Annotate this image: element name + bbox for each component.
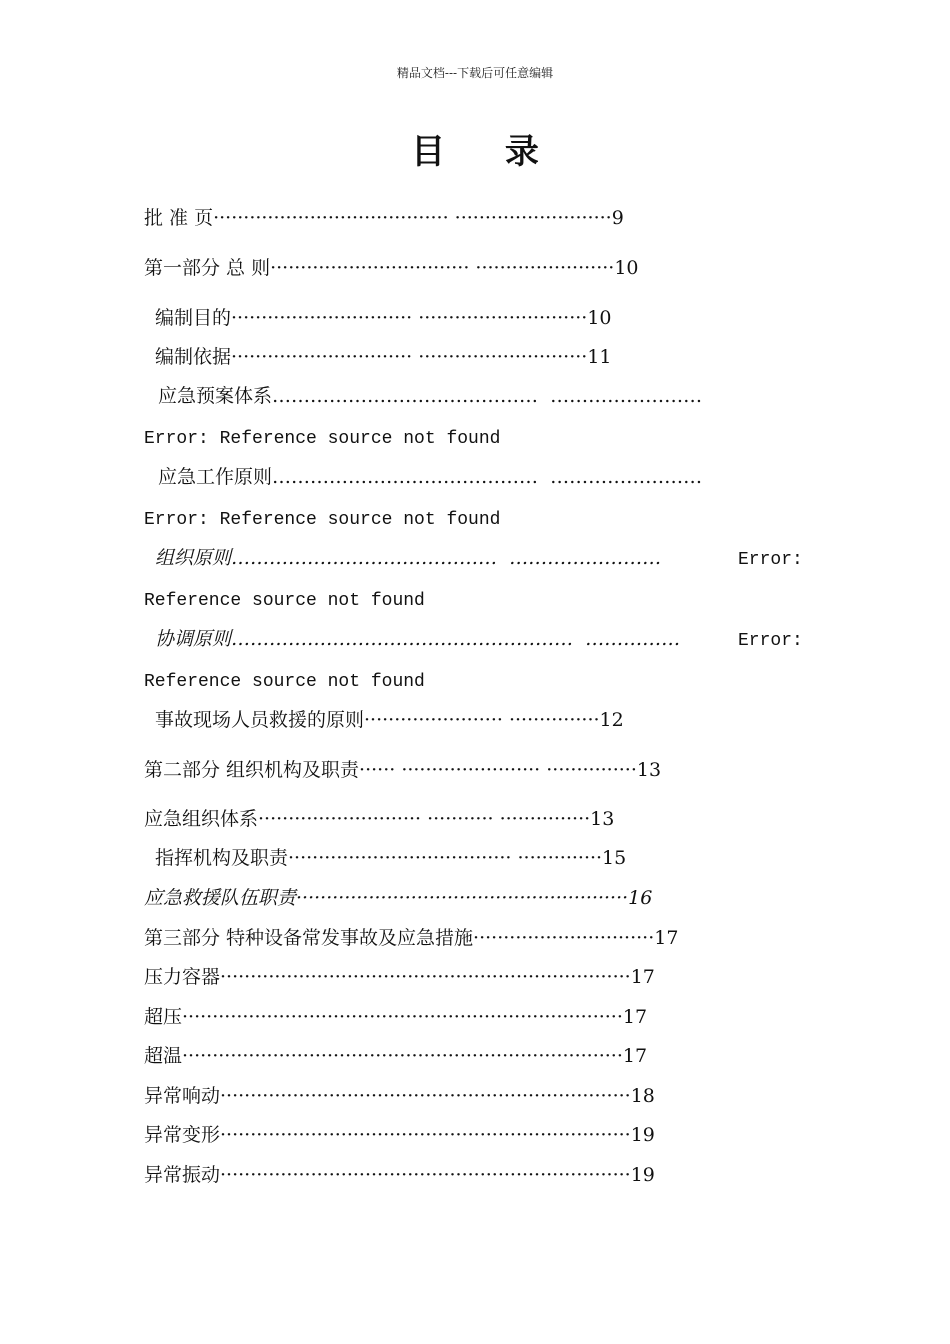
toc-entry-abnormal-vibration[interactable]: 异常振动····································································19 — [144, 1164, 655, 1186]
header-watermark: 精品文档---下载后可任意编辑 — [396, 66, 554, 80]
toc-entry-error-label: Error: — [738, 550, 803, 570]
toc-entry-rescue-principles[interactable]: 事故现场人员救援的原则······················· ···············12 — [155, 709, 624, 731]
toc-entry-error: Error: Reference source not found — [144, 510, 501, 530]
toc-entry-overtemp[interactable]: 超温·········································································17 — [144, 1045, 648, 1067]
toc-entry-part2[interactable]: 第二部分 组织机构及职责······ ······················· ···············13 — [144, 759, 662, 781]
toc-entry-work-principles[interactable]: 应急工作原则…………………………………… …………………… — [158, 466, 703, 488]
toc-entry-org-principles[interactable]: 组织原则…………………………………… …………………… — [155, 547, 662, 569]
toc-entry-part1[interactable]: 第一部分 总 则································· ·······················10 — [144, 257, 639, 279]
toc-entry-command[interactable]: 指挥机构及职责····································· ··············15 — [155, 847, 627, 869]
toc-title: 目 录 — [411, 132, 563, 172]
toc-entry-plan-system[interactable]: 应急预案体系…………………………………… …………………… — [158, 385, 703, 407]
toc-entry-pressure-vessel[interactable]: 压力容器····································································17 — [144, 966, 655, 988]
toc-entry-basis[interactable]: 编制依据······························ ····························11 — [155, 346, 612, 368]
toc-entry-error: Error: Reference source not found — [144, 429, 501, 449]
toc-entry-part3[interactable]: 第三部分 特种设备常发事故及应急措施······························17 — [144, 927, 679, 949]
toc-entry-error: Reference source not found — [144, 591, 425, 611]
toc-entry-abnormal-sound[interactable]: 异常响动····································································18 — [144, 1085, 655, 1107]
toc-entry-approval-page[interactable]: 批 准 页······································· ··························9 — [144, 207, 624, 229]
toc-entry-overpressure[interactable]: 超压·········································································17 — [144, 1006, 648, 1028]
toc-entry-error-label: Error: — [738, 631, 803, 651]
toc-entry-error: Reference source not found — [144, 672, 425, 692]
toc-entry-team-duties[interactable]: 应急救援队伍职责·······················································16 — [144, 887, 653, 909]
toc-entry-coord-principles[interactable]: 协调原则……………………………………………… …………… — [155, 628, 681, 650]
toc-entry-abnormal-deform[interactable]: 异常变形····································································19 — [144, 1124, 655, 1146]
toc-entry-org-system[interactable]: 应急组织体系··························· ··········· ···············13 — [144, 808, 615, 830]
toc-entry-purpose[interactable]: 编制目的······························ ····························10 — [155, 307, 612, 329]
